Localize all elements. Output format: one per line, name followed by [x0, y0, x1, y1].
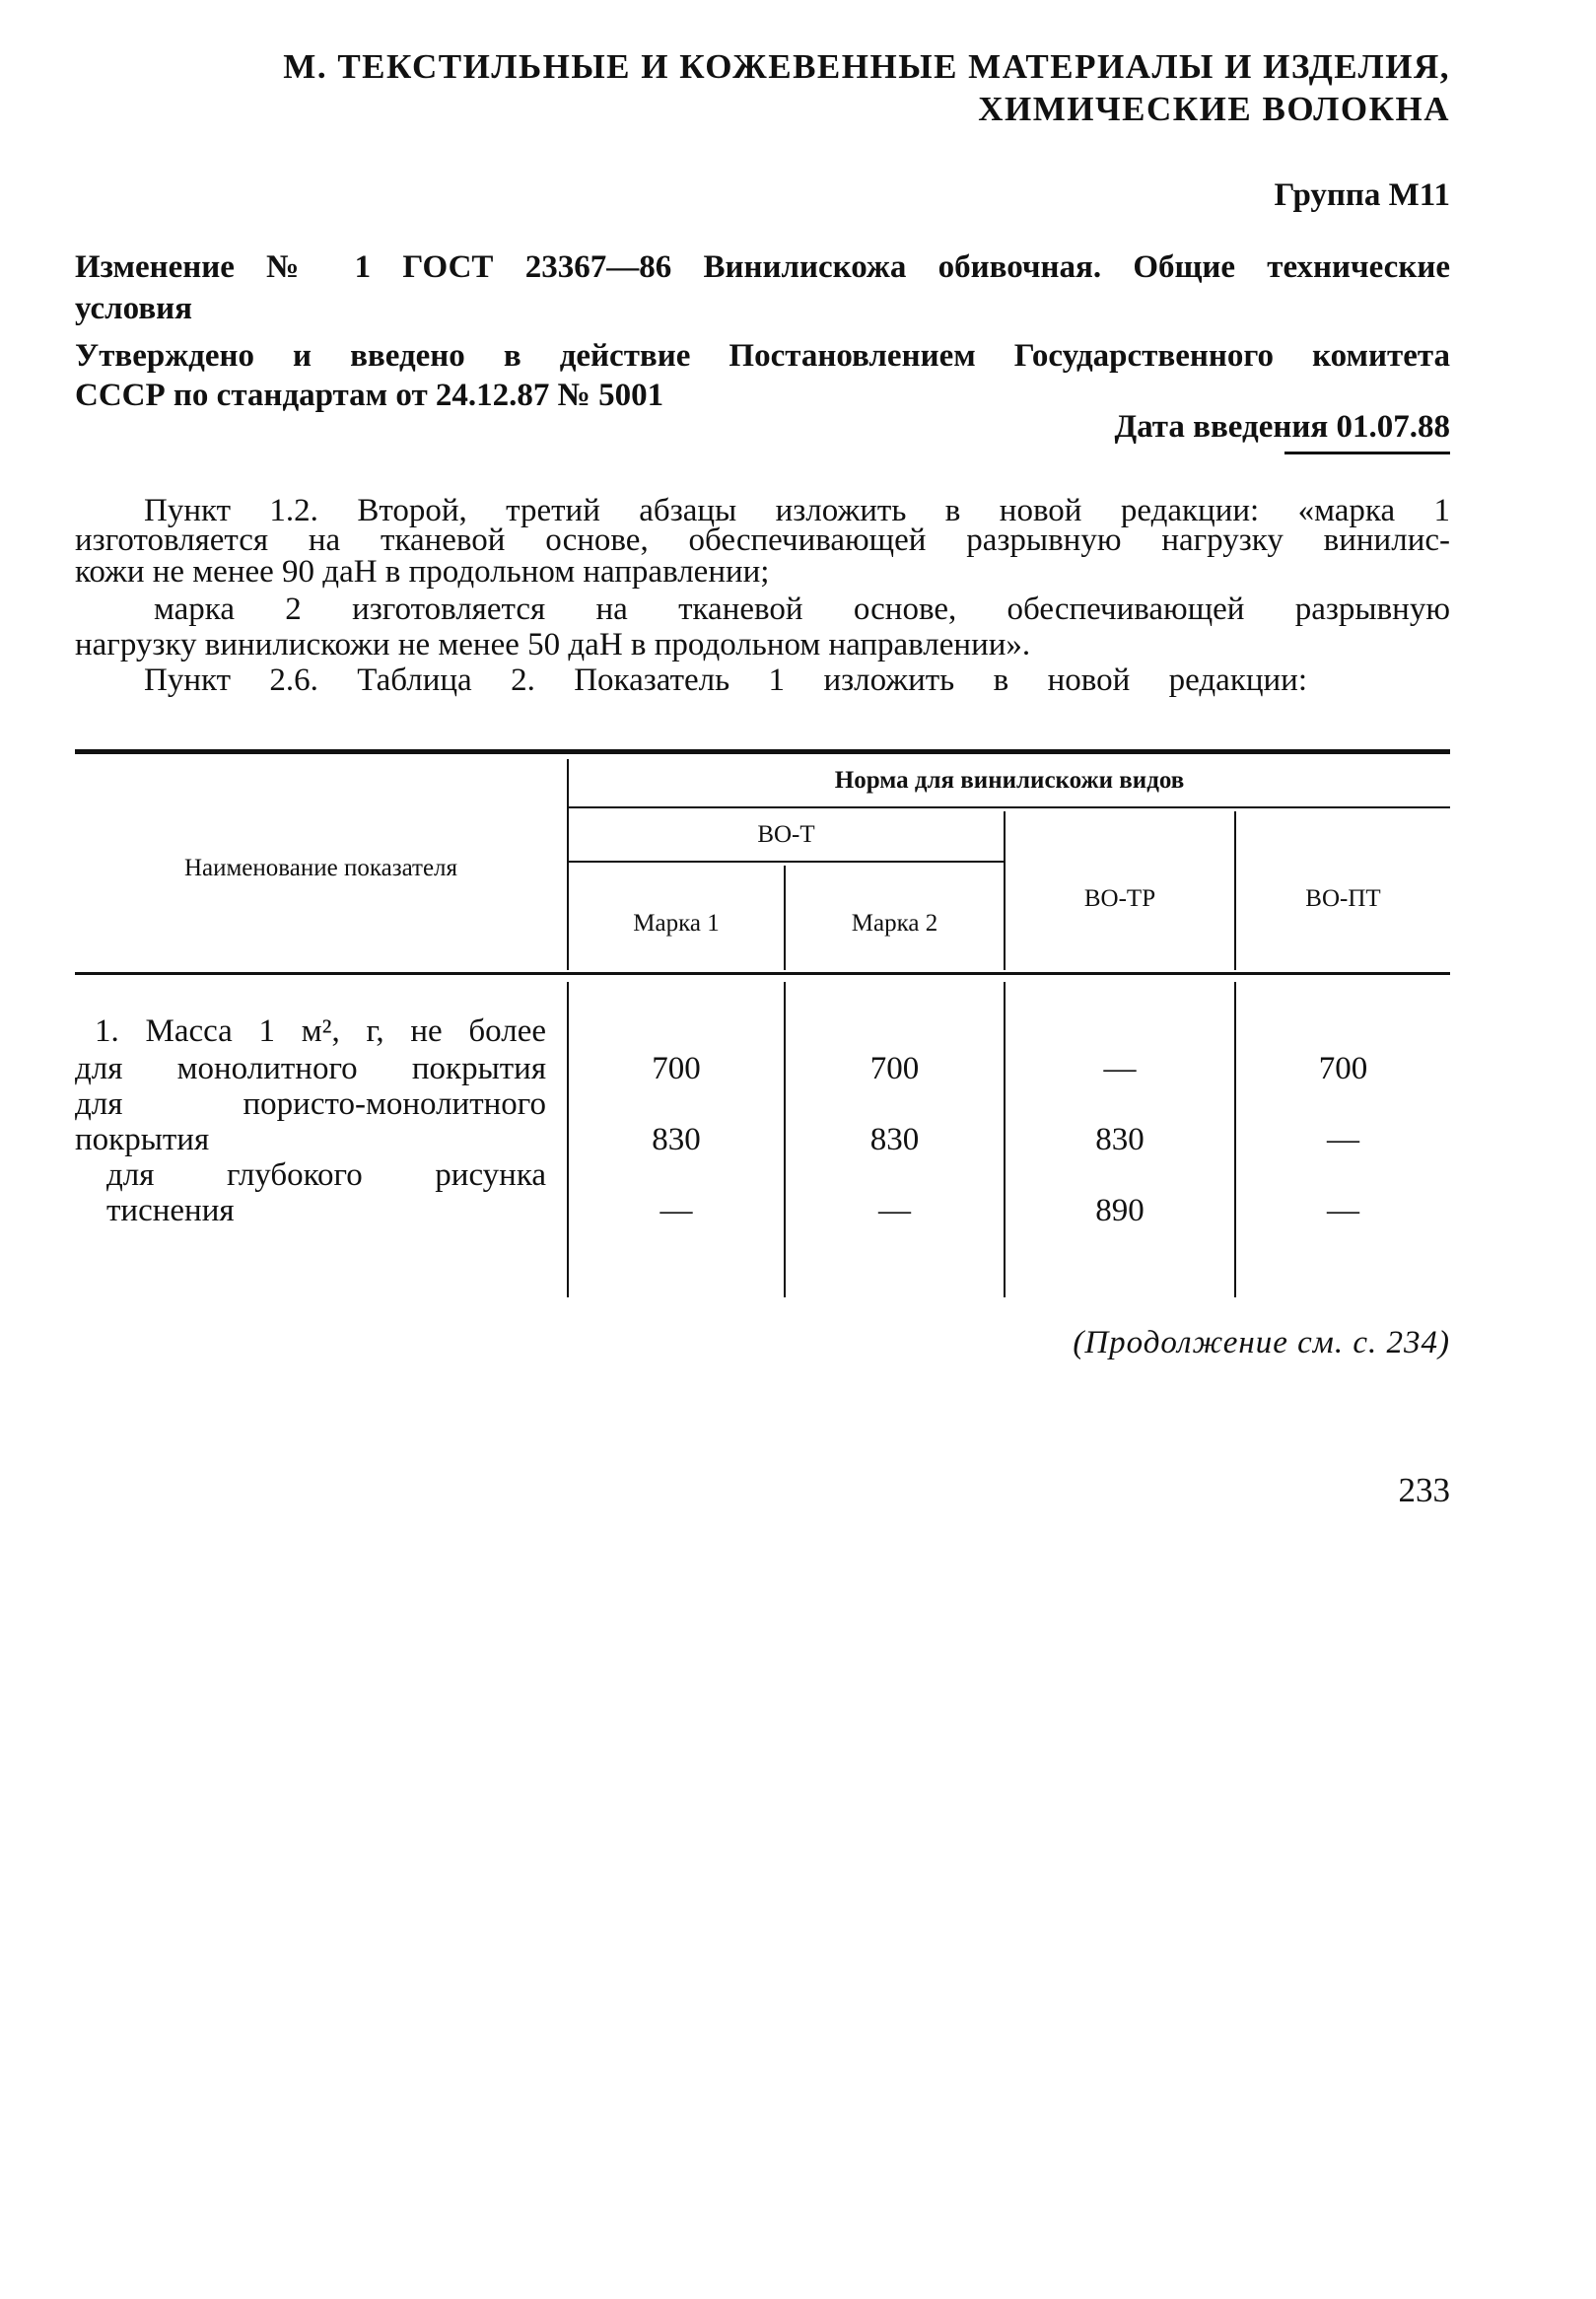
group-label: Группа М11: [1274, 177, 1450, 213]
row-sub1: для монолитного покрытия: [75, 1051, 546, 1086]
approval-line1: Утверждено и введено в действие Постановлением Государственного комитета: [75, 338, 1450, 374]
amendment-title-line2: условия: [75, 291, 193, 326]
col-header-name: Наименование показателя: [183, 855, 458, 881]
col-header-botr: ВО-ТР: [1083, 885, 1156, 912]
table-cell: —: [1103, 1051, 1137, 1086]
table-norm-rule: [567, 806, 1450, 808]
col-header-mark1: Марка 1: [633, 910, 720, 937]
col-header-norm: Норма для винилискожи видов: [834, 767, 1185, 794]
table-cell: 700: [1318, 1051, 1368, 1086]
date-underline: [1284, 452, 1450, 454]
row-sub2-line2: покрытия: [75, 1122, 210, 1157]
col-header-mark2: Марка 2: [851, 910, 938, 937]
table-top-rule: [75, 749, 1450, 754]
date-value: 01.07.88: [1336, 409, 1450, 445]
paragraph3: Пункт 2.6. Таблица 2. Показатель 1 изложить в новой редакции:: [144, 662, 1307, 698]
col-header-bopt: ВО-ПТ: [1305, 885, 1381, 912]
table-bot-rule: [567, 861, 1004, 863]
table-cell: 700: [869, 1051, 920, 1086]
row-title: 1. Масса 1 м², г, не более: [95, 1013, 546, 1049]
table-cell: —: [659, 1193, 693, 1228]
continuation-note: (Продолжение см. с. 234): [1073, 1325, 1450, 1360]
table-cell: 700: [652, 1051, 701, 1086]
table-cell: —: [1327, 1193, 1359, 1228]
table-cell: 830: [1095, 1122, 1145, 1157]
paragraph1-line3: кожи не менее 90 даН в продольном направлении;: [75, 554, 770, 590]
table-cell: 830: [869, 1122, 920, 1157]
amendment-title-line1: Изменение № 1 ГОСТ 23367—86 Винилискожа обивочная. Общие технические: [75, 249, 1450, 285]
paragraph1-line1: Пункт 1.2. Второй, третий абзацы изложить в новой редакции: «марка 1: [144, 493, 1450, 528]
section-heading-line1: М. ТЕКСТИЛЬНЫЕ И КОЖЕВЕННЫЕ МАТЕРИАЛЫ И ИЗДЕЛИЯ,: [283, 47, 1450, 86]
table-cell: —: [878, 1193, 911, 1228]
table-cell: 890: [1095, 1193, 1145, 1228]
section-heading-line2: ХИМИЧЕСКИЕ ВОЛОКНА: [978, 90, 1450, 128]
approval-line2: СССР по стандартам от 24.12.87 № 5001: [75, 378, 664, 413]
table-cell: 830: [652, 1122, 701, 1157]
introduction-date: [1114, 409, 1450, 446]
col-header-bot: ВО-Т: [757, 821, 815, 848]
table-cell: —: [1327, 1122, 1359, 1157]
paragraph2-line1: марка 2 изготовляется на тканевой основе, обеспечивающей разрывную: [154, 592, 1450, 627]
row-sub3-line1: для глубокого рисунка: [106, 1157, 546, 1193]
paragraph1-line2: изготовляется на тканевой основе, обеспечивающей разрывную нагрузку винилис-: [75, 522, 1450, 558]
page-number: 233: [1398, 1471, 1450, 1509]
row-sub3-line2: тиснения: [106, 1193, 235, 1228]
paragraph2-line2: нагрузку винилискожи не менее 50 даН в продольном направлении».: [75, 627, 1031, 662]
date-label: Дата введения: [1114, 409, 1329, 445]
row-sub2-line1: для пористо-монолитного: [75, 1086, 546, 1122]
table-header-rule: [75, 972, 1450, 975]
